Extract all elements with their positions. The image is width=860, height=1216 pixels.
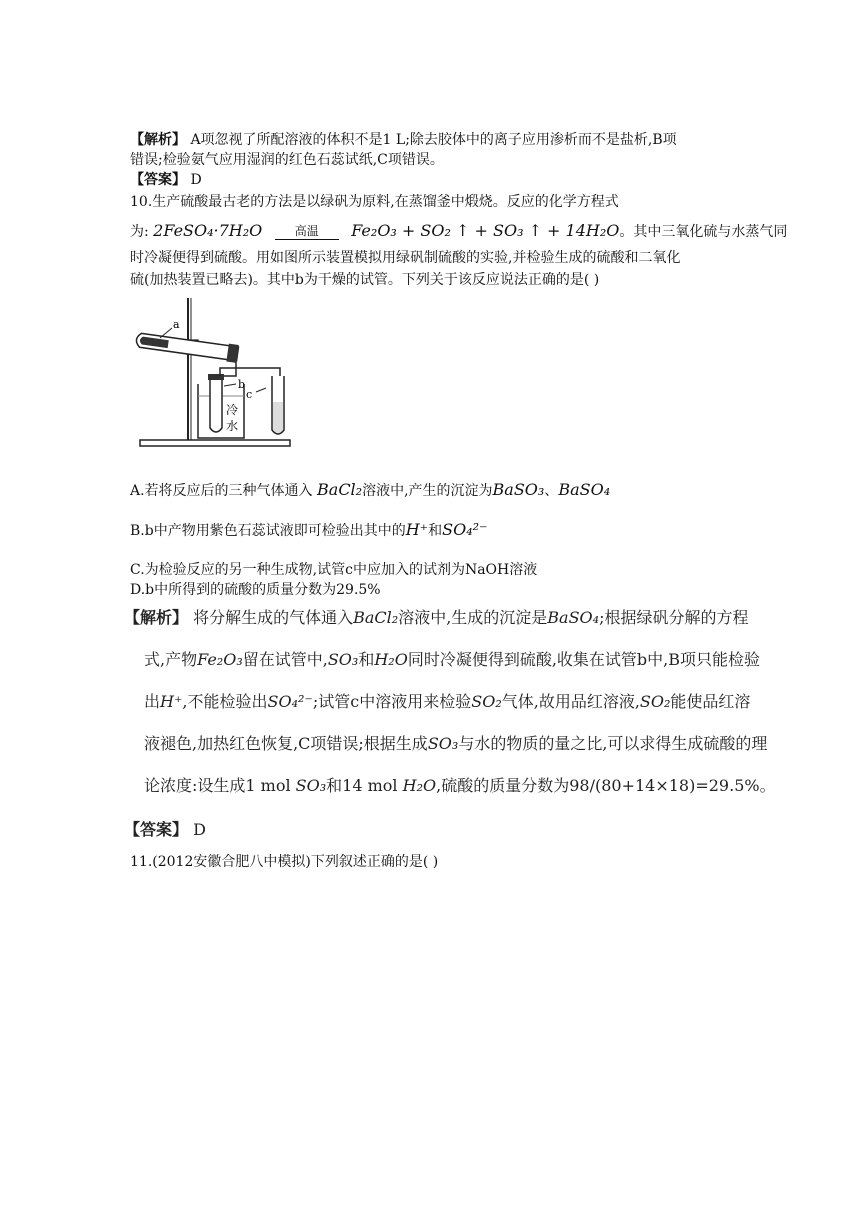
option-b-text-1: B.b中产物用紫色石蕊试液即可检验出其中的 — [130, 523, 406, 539]
q10-analysis-line-3 — [144, 692, 750, 712]
q10-analysis-5a: 论浓度:设生成1 mol — [144, 776, 296, 795]
label-water: 水 — [226, 419, 239, 433]
q10-analysis-3a: 出 — [144, 692, 161, 711]
q10-analysis-2d: SO₃ — [327, 650, 359, 669]
prev-answer-value: D — [186, 172, 202, 188]
q10-analysis-4b: SO₃ — [427, 734, 459, 753]
q10-analysis-1b: BaCl₂ — [353, 608, 399, 627]
q10-analysis-2f: H₂O — [374, 650, 408, 669]
q10-analysis-2g: 同时冷凝便得到硫酸,收集在试管b中,B项只能检验 — [407, 650, 761, 669]
q10-eq-bar — [275, 239, 339, 240]
q10-answer-value: D — [188, 820, 206, 839]
q10-analysis-4c: 与水的物质的量之比,可以求得生成硫酸的理 — [458, 734, 768, 753]
label-b: b — [238, 378, 246, 391]
q10-analysis-3i: 能使品红溶 — [670, 692, 751, 711]
q10-analysis-2a: 式,产物 — [144, 650, 198, 669]
label-c: c — [246, 388, 253, 401]
label-a: a — [173, 318, 180, 331]
q10-analysis-1a: 将分解生成的气体通入 — [193, 608, 354, 627]
q10-analysis-line-1 — [124, 608, 749, 628]
q10-analysis-line-5 — [144, 776, 776, 796]
q10-analysis-1c: 溶液中,生成的沉淀是 — [398, 608, 548, 627]
q10-analysis-3d: SO₄²⁻ — [267, 692, 313, 711]
q10-eq-rhs: Fe₂O₃ + SO₂ ↑ + SO₃ ↑ + 14H₂O — [351, 221, 620, 240]
option-a-chem-1: BaCl₂ — [317, 480, 363, 499]
q10-eq-lhs: 2FeSO₄·7H₂O — [153, 221, 263, 240]
test-tube-b — [210, 378, 222, 432]
q10-answer-line — [124, 820, 206, 840]
q10-analysis-1d: BaSO₄ — [547, 608, 600, 627]
q10-analysis-3h: SO₂ — [639, 692, 671, 711]
q10-analysis-line-4 — [144, 734, 767, 754]
option-b-text-2: 和 — [428, 523, 443, 539]
prev-answer-line — [130, 170, 202, 190]
option-a-text-1: A.若将反应后的三种气体通入 — [130, 483, 313, 499]
q10-stem-line-3: 时冷凝便得到硫酸。用如图所示装置模拟用绿矾制硫酸的实验,并检验生成的硫酸和二氧化 — [130, 250, 681, 266]
q10-analysis-5e: ,硫酸的质量分数为98/(80+14×18)=29.5%。 — [436, 776, 776, 795]
q10-analysis-5d: H₂O — [402, 776, 437, 795]
option-a-chem-3: BaSO₄ — [558, 480, 611, 499]
q10-analysis-3f: SO₂ — [471, 692, 502, 711]
prev-analysis-label: 【解析】 — [130, 132, 186, 148]
q10-eq-condition: 高温 — [294, 224, 319, 238]
option-c: C.为检验反应的另一种生成物,试管c中应加入的试剂为NaOH溶液 — [130, 562, 538, 578]
q10-stem-line-1: 10.生产硫酸最古老的方法是以绿矾为原料,在蒸馏釜中煅烧。反应的化学方程式 — [130, 194, 619, 210]
q10-stem-after-eq: 。其中三氧化硫与水蒸气同 — [619, 224, 788, 240]
option-a-text-3: 、 — [544, 483, 559, 499]
q10-analysis-5b: SO₃ — [295, 776, 327, 795]
q10-analysis-2b: Fe₂O₃ — [197, 650, 243, 669]
q10-analysis-3e: ;试管c中溶液用来检验 — [312, 692, 472, 711]
q10-analysis-3g: 气体,故用品红溶液, — [501, 692, 640, 711]
option-a-text-2: 溶液中,产生的沉淀为 — [362, 483, 493, 499]
option-d: D.b中所得到的硫酸的质量分数为29.5% — [130, 582, 381, 598]
q10-eq-arrow — [275, 224, 339, 240]
option-b-chem-2: SO₄²⁻ — [442, 520, 488, 539]
prev-analysis-line-1 — [130, 130, 677, 150]
apparatus-figure — [128, 292, 298, 452]
q10-answer-label: 【答案】 — [124, 820, 189, 839]
q10-analysis-3b: H⁺ — [160, 692, 183, 711]
q10-analysis-1e: ;根据绿矾分解的方程 — [599, 608, 749, 627]
q10-analysis-line-2 — [144, 650, 760, 670]
label-cold: 冷 — [226, 403, 239, 417]
q10-eq-prefix: 为: — [130, 224, 149, 240]
q10-analysis-4a: 液褪色,加热红色恢复,C项错误;根据生成 — [144, 734, 428, 753]
option-a-chem-2: BaSO₃ — [492, 480, 545, 499]
q10-analysis-label: 【解析】 — [124, 608, 189, 627]
option-a — [130, 478, 610, 503]
prev-analysis-text-1: A项忽视了所配溶液的体积不是1 L;除去胶体中的离子应用渗析而不是盐析,B项 — [186, 132, 677, 148]
prev-answer-label: 【答案】 — [130, 172, 186, 188]
q10-equation-line — [130, 218, 787, 245]
q11-stem: 11.(2012安徽合肥八中模拟)下列叙述正确的是( ) — [130, 854, 439, 870]
stand-base — [140, 440, 290, 446]
q10-analysis-2e: 和 — [358, 650, 375, 669]
prev-analysis-line-2: 错误;检验氨气应用湿润的红色石蕊试纸,C项错误。 — [130, 152, 444, 168]
q10-stem-line-4: 硫(加热装置已略去)。其中b为干燥的试管。下列关于该反应说法正确的是( ) — [130, 272, 600, 288]
q10-analysis-5c: 和14 mol — [326, 776, 403, 795]
q10-analysis-3c: ,不能检验出 — [182, 692, 268, 711]
option-b-chem-1: H⁺ — [405, 520, 429, 539]
q10-analysis-2c: 留在试管中, — [242, 650, 328, 669]
option-b — [130, 518, 487, 543]
